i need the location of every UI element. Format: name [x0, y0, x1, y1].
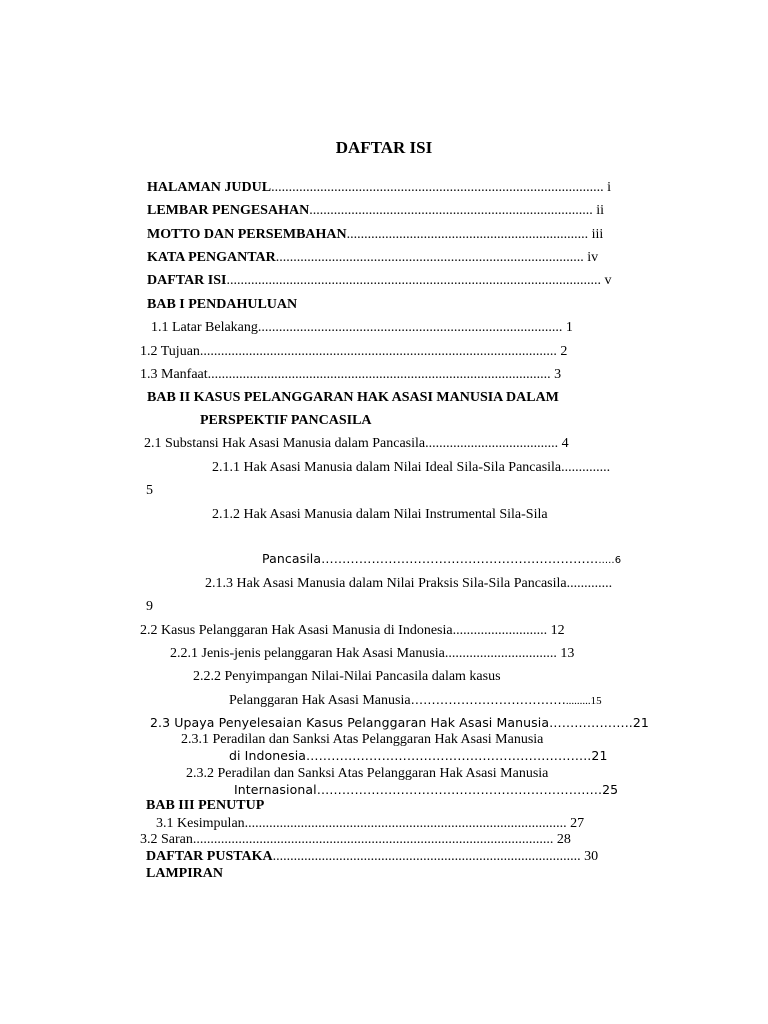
toc-entry-text: 3.2 Saran	[140, 832, 193, 847]
toc-entry	[156, 816, 584, 832]
toc-page-number: ii	[592, 203, 604, 218]
toc-leader: ................................	[444, 646, 557, 661]
toc-leader: ............................................................................................	[244, 816, 567, 831]
toc-page-number: 28	[553, 832, 571, 847]
toc-leader: ...........................	[452, 623, 548, 638]
toc-entry-text: DAFTAR ISI	[147, 273, 227, 288]
toc-page-number: v	[600, 273, 612, 288]
toc-leader: ......................................................................................................	[199, 344, 557, 359]
chapter-heading: BAB I PENDAHULUAN	[147, 297, 298, 312]
toc-entry-text: 1.1 Latar Belakang	[151, 320, 258, 335]
toc-entry-text: 2.1.3 Hak Asasi Manusia dalam Nilai Praksis Sila-Sila Pancasila	[205, 576, 567, 591]
toc-entry-text: DAFTAR PUSTAKA	[146, 849, 273, 864]
toc-page-number: 4	[558, 436, 569, 451]
toc-entry	[262, 551, 621, 569]
toc-entry	[146, 849, 598, 865]
chapter-heading-cont: PERSPEKTIF PANCASILA	[200, 413, 372, 428]
toc-entry-text: 2.2.2 Penyimpangan Nilai-Nilai Pancasila dalam kasus	[193, 669, 501, 684]
toc-page-number: 21	[632, 715, 649, 730]
toc-page-number: iv	[583, 250, 599, 265]
toc-page-number: i	[603, 180, 611, 195]
toc-page-number: 13	[556, 646, 575, 661]
toc-entry	[229, 748, 608, 764]
toc-leader: ...........................................................................................................	[226, 273, 601, 288]
toc-leader: ........................................................................................	[275, 250, 584, 265]
toc-entry-text: Pancasila	[262, 551, 322, 566]
toc-entry-text: 2.2 Kasus Pelanggaran Hak Asasi Manusia di Indonesia	[140, 623, 453, 638]
toc-entry	[147, 250, 598, 266]
toc-entry	[144, 436, 569, 452]
toc-leader: …………………………………………………………	[321, 551, 599, 566]
toc-leader: …………………………………………………………..	[306, 748, 592, 763]
toc-entry-text: 3.1 Kesimpulan	[156, 816, 245, 831]
toc-entry-text: 2.3.2 Peradilan dan Sanksi Atas Pelanggaran Hak Asasi Manusia	[186, 766, 549, 781]
toc-entry	[140, 367, 561, 383]
toc-page-number: 21	[591, 748, 608, 763]
toc-page-number: .....6	[598, 555, 622, 566]
toc-entry-text: di Indonesia	[229, 748, 307, 763]
toc-entry-text: HALAMAN JUDUL	[147, 180, 272, 195]
toc-page-number: 25	[602, 782, 619, 797]
toc-page-number: iii	[588, 227, 604, 242]
toc-leader: ...............................................................................................	[271, 180, 604, 195]
toc-page-number: 1	[562, 320, 573, 335]
toc-leader: ………………..	[549, 715, 633, 730]
toc-entry-text: 2.1.2 Hak Asasi Manusia dalam Nilai Instrumental Sila-Sila	[212, 507, 548, 522]
toc-entry	[147, 273, 611, 289]
toc-entry-text: 1.3 Manfaat	[140, 367, 208, 382]
toc-leader: .....................................................................	[346, 227, 589, 242]
toc-leader: …………………………………………………………..	[316, 782, 603, 797]
toc-entry	[147, 180, 611, 196]
toc-entry-text: Pelanggaran Hak Asasi Manusia	[229, 693, 411, 708]
toc-leader: .......................................................................................	[257, 320, 563, 335]
toc-entry-text: LEMBAR PENGESAHAN	[147, 203, 310, 218]
toc-entry	[151, 320, 573, 336]
toc-page-number: 30	[580, 849, 599, 864]
toc-page-number: 12	[547, 623, 565, 638]
toc-entry	[234, 782, 618, 798]
toc-entry	[150, 715, 649, 731]
toc-page-number: 27	[566, 816, 585, 831]
toc-entry	[140, 623, 565, 639]
toc-entry-text: 2.2.1 Jenis-jenis pelanggaran Hak Asasi Manusia	[170, 646, 445, 661]
toc-leader: ……………………………….	[410, 692, 566, 707]
toc-entry-text: KATA PENGANTAR	[147, 250, 276, 265]
toc-page-number: 3	[550, 367, 562, 382]
chapter-heading: LAMPIRAN	[146, 866, 223, 881]
toc-entry	[140, 344, 567, 360]
page-title: DAFTAR ISI	[335, 138, 433, 157]
toc-leader: ......................................	[425, 436, 559, 451]
toc-leader: ..................................................................................................	[207, 367, 551, 382]
toc-entry	[170, 646, 574, 662]
toc-entry	[147, 203, 604, 219]
toc-leader: ........................................................................................	[272, 849, 581, 864]
toc-entry	[147, 227, 603, 243]
toc-leader: ..............	[561, 460, 611, 475]
toc-entry-text: MOTTO DAN PERSEMBAHAN	[147, 227, 347, 242]
toc-entry	[229, 692, 602, 709]
toc-leader: .......................................................................................................	[192, 832, 554, 847]
toc-entry-text: 1.2 Tujuan	[140, 344, 200, 359]
toc-entry	[205, 576, 612, 592]
toc-entry-text: 2.3 Upaya Penyelesaian Kasus Pelanggaran Hak Asasi Manusia	[150, 715, 550, 730]
toc-entry-text: 2.3.1 Peradilan dan Sanksi Atas Pelanggaran Hak Asasi Manusia	[181, 732, 544, 747]
toc-entry-text: 2.1 Substansi Hak Asasi Manusia dalam Pancasila	[144, 436, 426, 451]
toc-leader: .............	[566, 576, 613, 591]
toc-entry	[212, 460, 610, 476]
toc-entry	[140, 832, 571, 848]
toc-entry-text: 2.1.1 Hak Asasi Manusia dalam Nilai Ideal Sila-Sila Pancasila	[212, 460, 562, 475]
toc-page-number: 5	[146, 483, 153, 498]
toc-page-number: 2	[556, 344, 568, 359]
toc-leader: .................................................................................	[309, 203, 593, 218]
toc-page-number: .........15	[565, 695, 602, 707]
chapter-heading: BAB III PENUTUP	[146, 798, 265, 813]
toc-page-number: 9	[146, 599, 153, 614]
toc-entry-text: Internasional	[234, 782, 317, 797]
chapter-heading: BAB II KASUS PELANGGARAN HAK ASASI MANUSIA DALAM	[147, 390, 559, 405]
